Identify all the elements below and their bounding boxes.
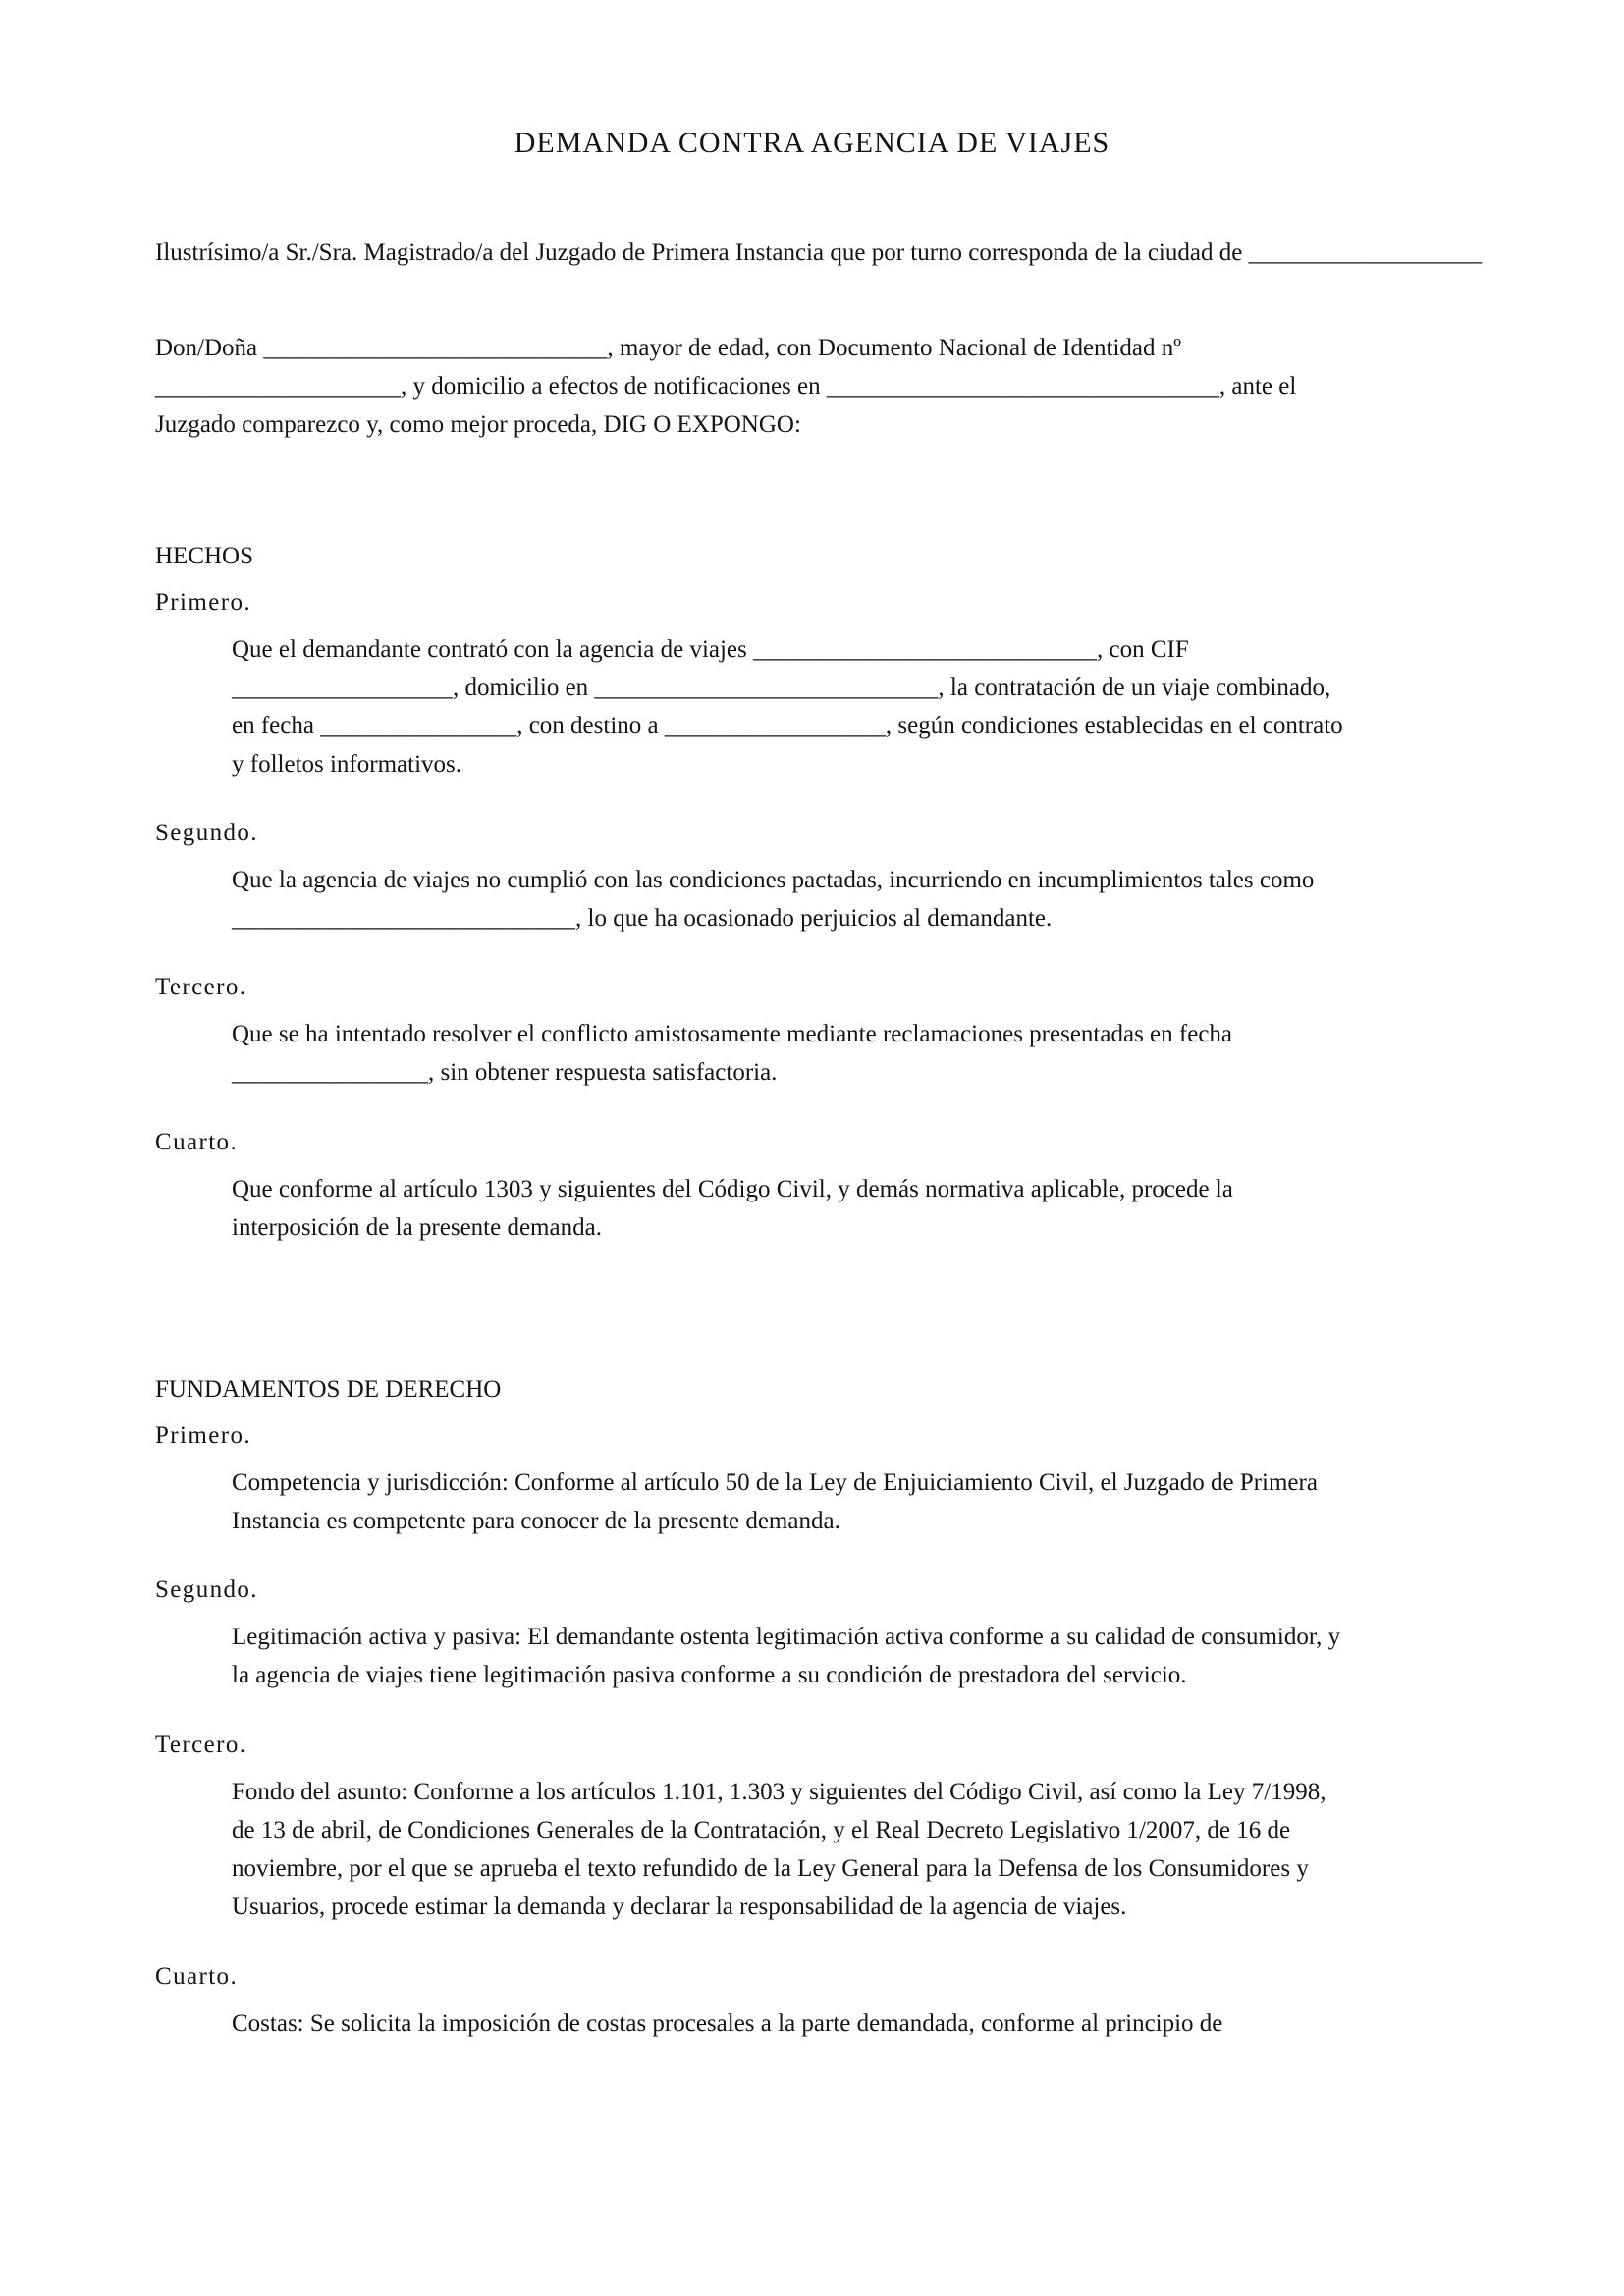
item-text-line: Fondo del asunto: Conforme a los artículos 1.101, 1.303 y siguientes del Código Civil, así como la Ley 7/1998,: [232, 1779, 1326, 1805]
item-ordinal: Cuarto.: [155, 1963, 239, 1990]
item-ordinal: Segundo.: [155, 820, 258, 846]
item-text-line: Legitimación activa y pasiva: El demandante ostenta legitimación activa conforme a su calidad de consumidor, y: [232, 1624, 1341, 1650]
item-text-line: la agencia de viajes tiene legitimación pasiva conforme a su condición de prestadora del servicio.: [232, 1662, 1187, 1688]
intro-line: ____________________, y domicilio a efectos de notificaciones en ________________________________, ante el: [155, 373, 1297, 400]
item-ordinal: Primero.: [155, 589, 251, 615]
item-ordinal: Segundo.: [155, 1576, 258, 1603]
section-heading-fundamentos: FUNDAMENTOS DE DERECHO: [155, 1376, 502, 1403]
item-text-line: __________________, domicilio en ____________________________, la contratación de un viaje combinado,: [232, 674, 1331, 701]
item-text-line: Usuarios, procede estimar la demanda y declarar la responsabilidad de la agencia de viajes.: [232, 1894, 1127, 1920]
item-ordinal: Primero.: [155, 1422, 251, 1449]
document-title: DEMANDA CONTRA AGENCIA DE VIAJES: [514, 127, 1110, 159]
item-text-line: Costas: Se solicita la imposición de costas procesales a la parte demandada, conforme al principio de: [232, 2010, 1223, 2037]
item-text-line: en fecha ________________, con destino a __________________, según condiciones establecidas en el contrato: [232, 713, 1343, 739]
item-text-line: ____________________________, lo que ha ocasionado perjuicios al demandante.: [232, 905, 1053, 932]
item-ordinal: Tercero.: [155, 1732, 247, 1758]
salutation: Ilustrísimo/a Sr./Sra. Magistrado/a del Juzgado de Primera Instancia que por turno corresponda de la ciudad de ___________________: [155, 240, 1483, 266]
item-text-line: Que conforme al artículo 1303 y siguientes del Código Civil, y demás normativa aplicable, procede la: [232, 1176, 1233, 1202]
section-heading-hechos: HECHOS: [155, 543, 254, 569]
item-text-line: y folletos informativos.: [232, 751, 461, 777]
item-ordinal: Cuarto.: [155, 1129, 239, 1155]
item-text-line: de 13 de abril, de Condiciones Generales de la Contratación, y el Real Decreto Legislativo 1/2007, de 16 de: [232, 1817, 1291, 1843]
item-text-line: noviembre, por el que se aprueba el texto refundido de la Ley General para la Defensa de los Consumidores y: [232, 1855, 1309, 1882]
item-text-line: interposición de la presente demanda.: [232, 1214, 602, 1241]
item-text-line: Instancia es competente para conocer de la presente demanda.: [232, 1508, 840, 1534]
item-text-line: Competencia y jurisdicción: Conforme al artículo 50 de la Ley de Enjuiciamiento Civil, el Juzgado de Primera: [232, 1469, 1318, 1496]
item-text-line: Que la agencia de viajes no cumplió con las condiciones pactadas, incurriendo en incumplimientos tales como: [232, 867, 1315, 893]
intro-line: Don/Doña ____________________________, mayor de edad, con Documento Nacional de Identidad nº: [155, 335, 1182, 361]
item-text-line: Que el demandante contrató con la agencia de viajes ____________________________, con CIF: [232, 636, 1189, 663]
item-ordinal: Tercero.: [155, 974, 247, 1000]
item-text-line: ________________, sin obtener respuesta satisfactoria.: [232, 1059, 778, 1086]
intro-line: Juzgado comparezco y, como mejor proceda, DIG O EXPONGO:: [155, 411, 801, 438]
item-text-line: Que se ha intentado resolver el conflicto amistosamente mediante reclamaciones presentadas en fecha: [232, 1021, 1233, 1047]
